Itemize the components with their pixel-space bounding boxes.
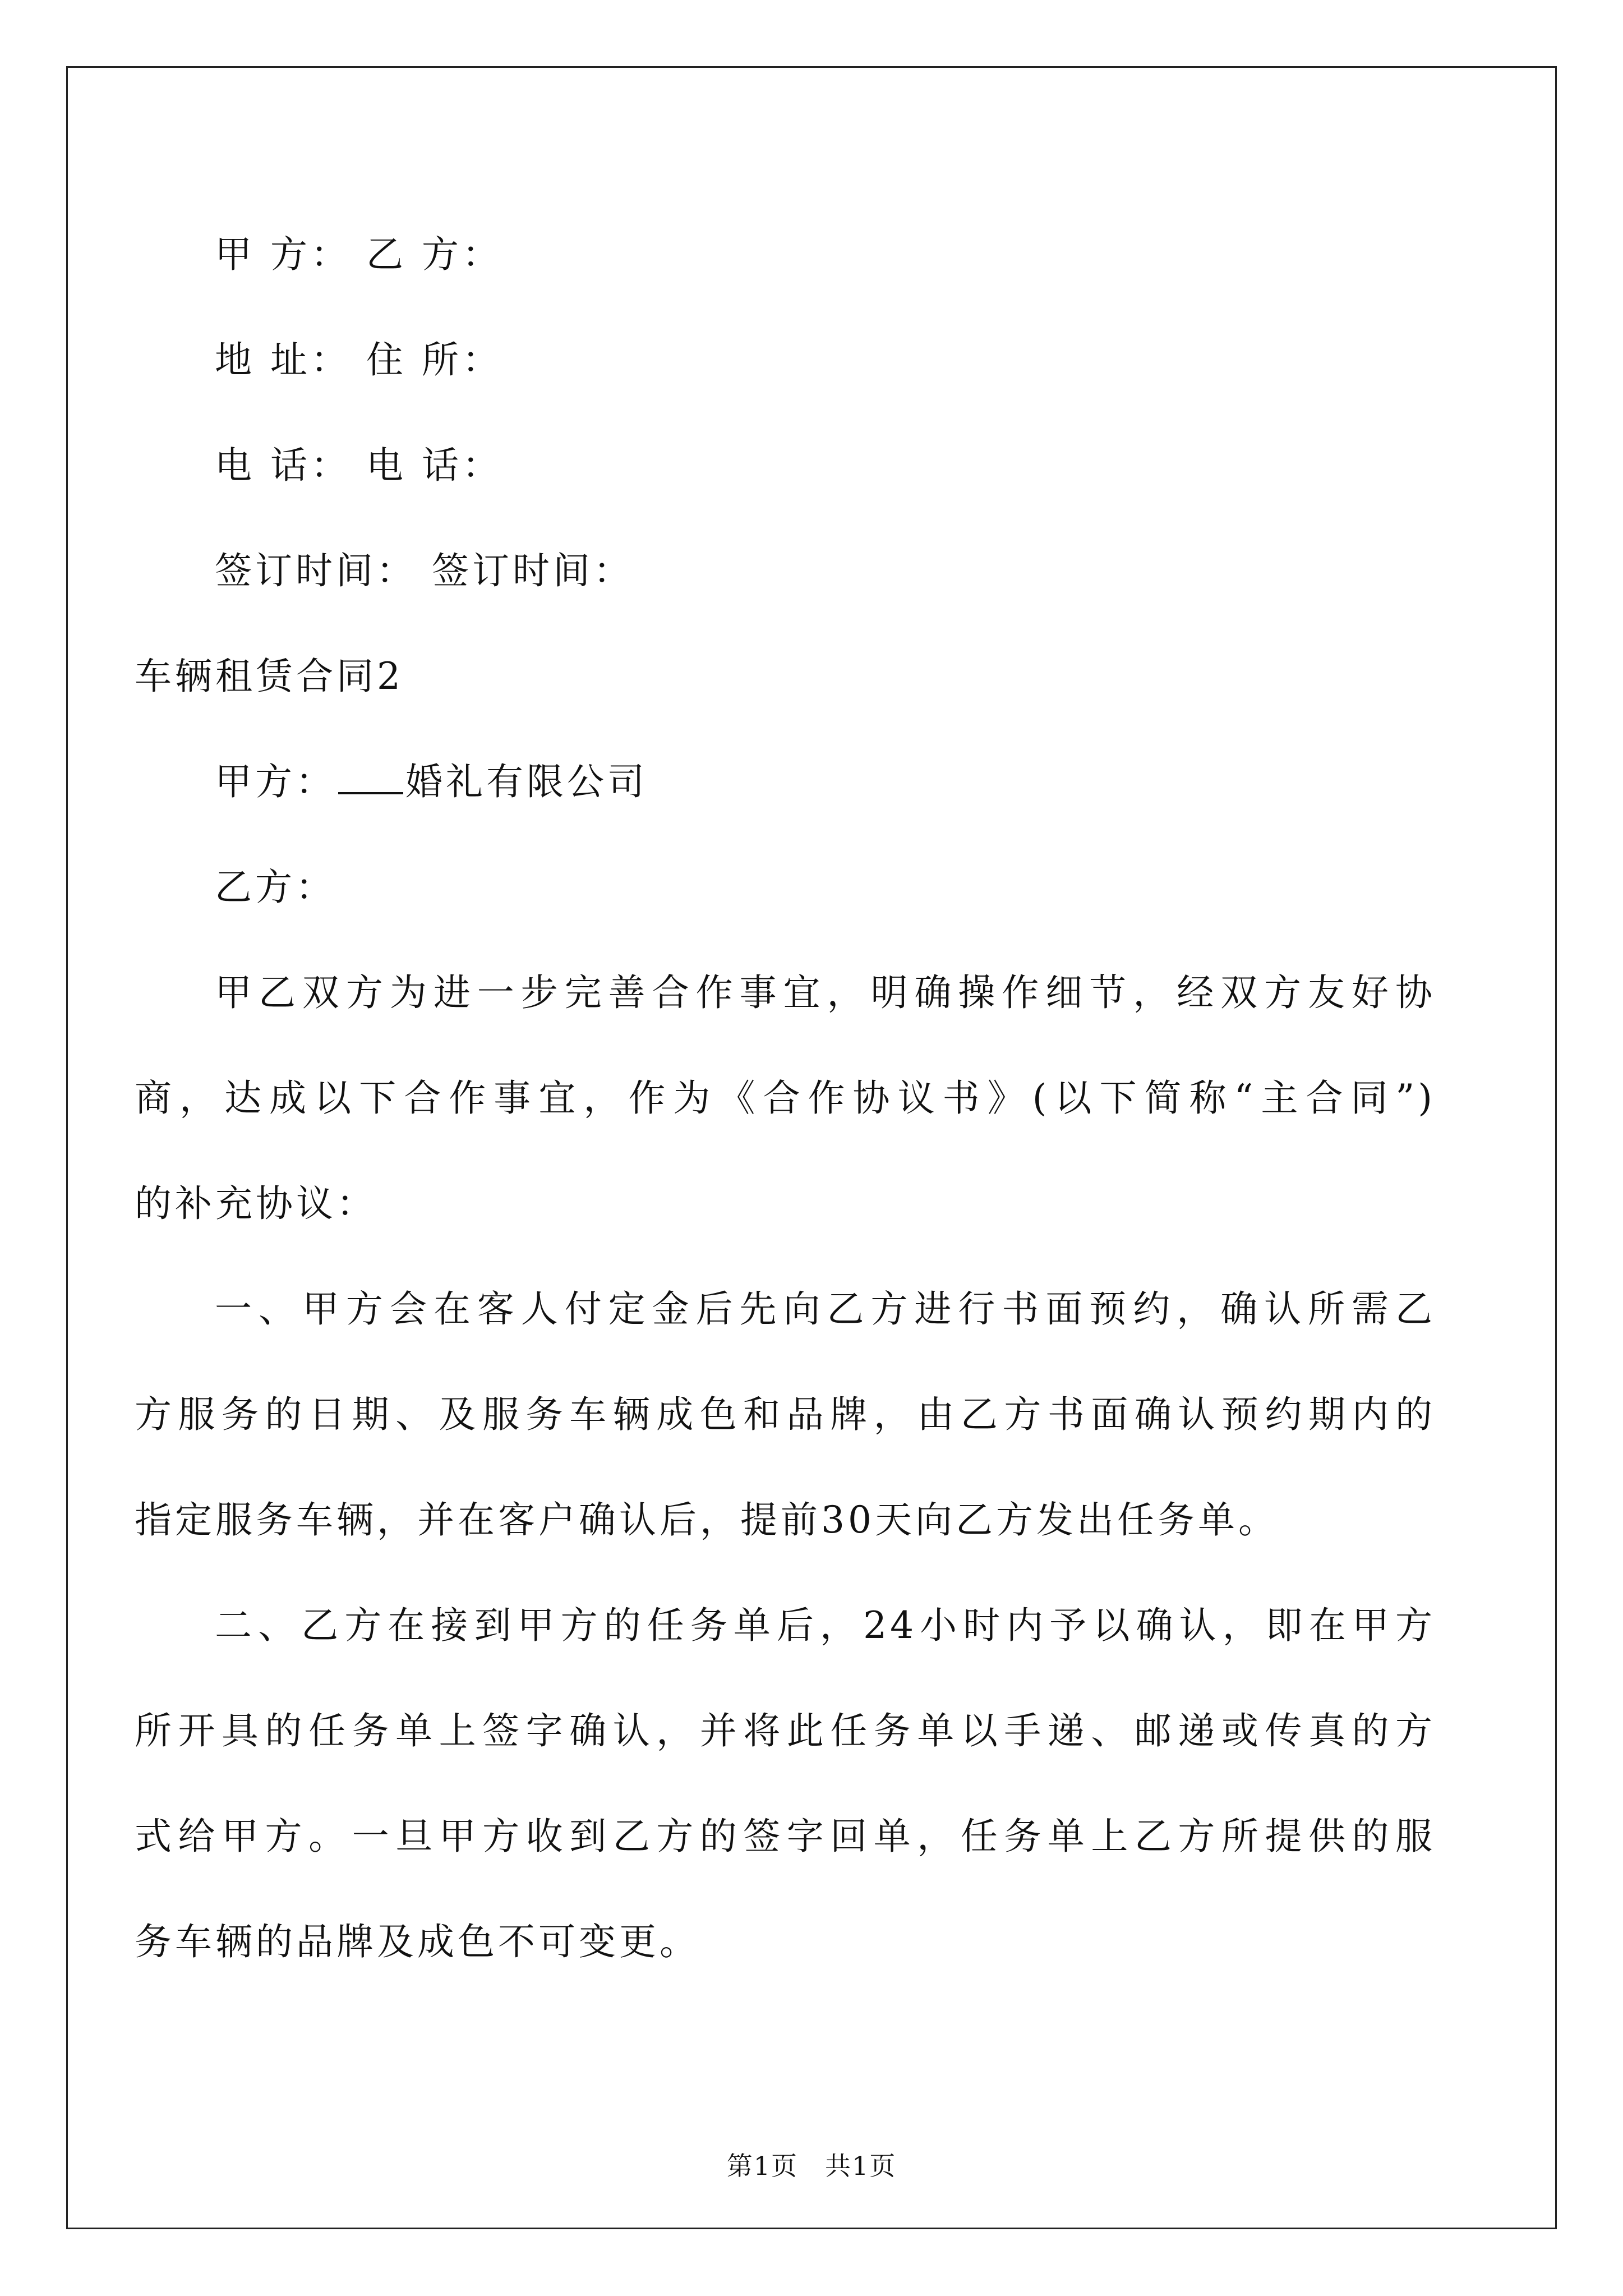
para1-line2: 商，达成以下合作事宜，作为《合作协议书》(以下简称“主合同”): [135, 1076, 1436, 1120]
para2-line3: 指定服务车辆，并在客户确认后，提前30天向乙方发出任务单。: [135, 1498, 1279, 1542]
para3-line1: 二、乙方在接到甲方的任务单后，24小时内予以确认，即在甲方: [215, 1604, 1436, 1647]
para1-line3: 的补充协议：: [135, 1182, 377, 1225]
header-row-party: 甲 方： 乙 方：: [215, 233, 502, 276]
party-a-line: [135, 729, 1436, 835]
party-a-blank: [338, 763, 403, 794]
party-b-line: 乙方：: [215, 866, 336, 909]
para2-line1: 一、甲方会在客人付定金后先向乙方进行书面预约，确认所需乙: [215, 1287, 1436, 1331]
para2-line2: 方服务的日期、及服务车辆成色和品牌，由乙方书面确认预约期内的: [135, 1393, 1436, 1436]
para3-line2: 所开具的任务单上签字确认，并将此任务单以手递、邮递或传真的方: [135, 1709, 1436, 1752]
para3-line4: 务车辆的品牌及成色不可变更。: [135, 1920, 700, 1963]
section-title: 车辆租赁合同2: [135, 655, 404, 698]
header-row-phone: 电 话： 电 话：: [215, 444, 502, 487]
document-body: [135, 202, 1436, 1995]
party-a-company: 婚礼有限公司: [405, 760, 648, 803]
page-number-footer: 第1页 共1页: [726, 2151, 897, 2181]
party-a-label: 甲方：: [215, 760, 336, 803]
para3-line3: 式给甲方。一旦甲方收到乙方的签字回单，任务单上乙方所提供的服: [135, 1815, 1436, 1858]
header-row-address: 地 址： 住 所：: [215, 338, 502, 381]
header-row-sign-date: 签订时间： 签订时间：: [215, 549, 634, 592]
para1-line1: 甲乙双方为进一步完善合作事宜，明确操作细节，经双方友好协: [215, 971, 1436, 1014]
